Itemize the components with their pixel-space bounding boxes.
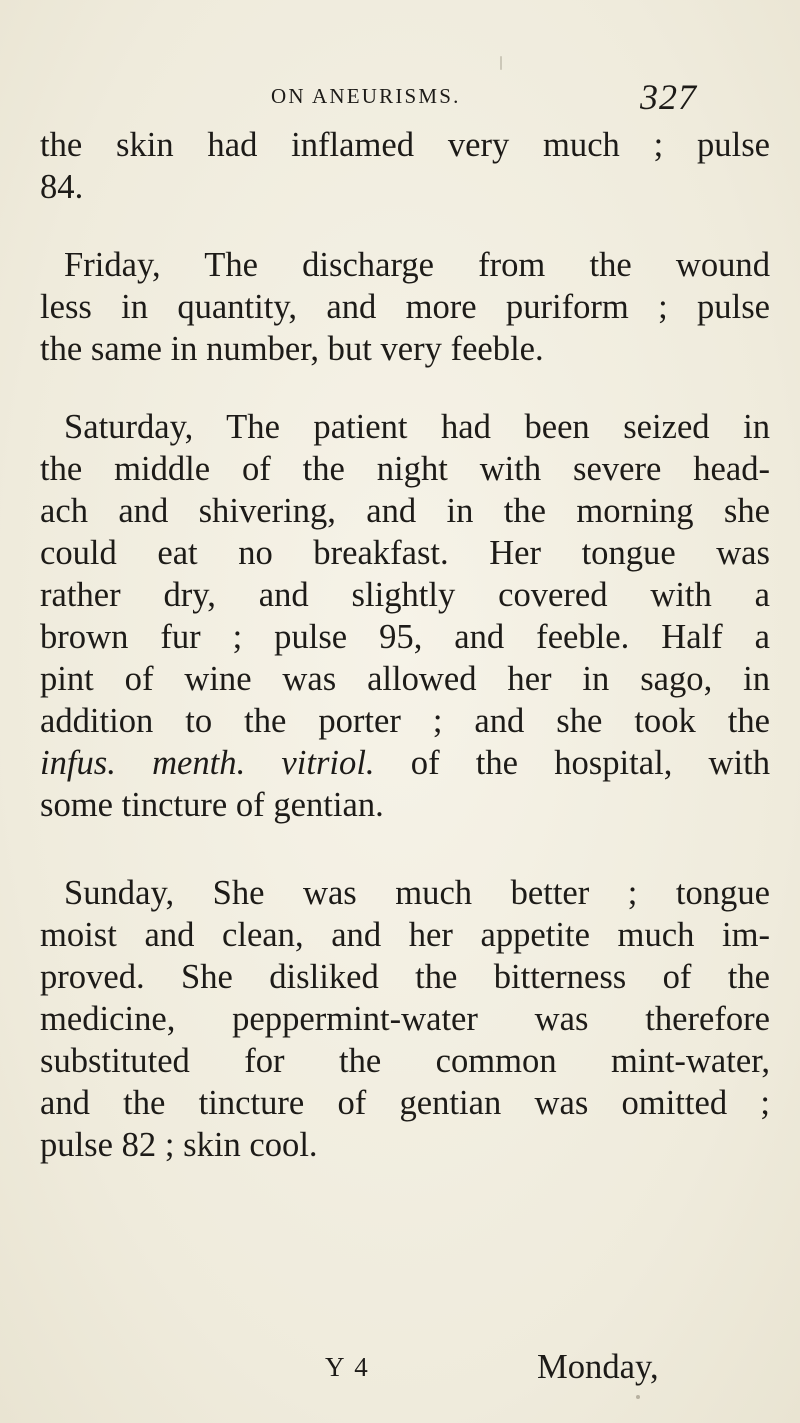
text-line: rather dry, and slightly covered with a — [40, 576, 770, 614]
text-line: the same in number, but very feeble. — [40, 330, 544, 368]
text-line: 84. — [40, 168, 84, 206]
paragraph-gap — [40, 208, 770, 244]
catchword: Monday, — [537, 1348, 659, 1386]
text-line: the skin had inflamed very much ; pulse — [40, 126, 770, 164]
page-footer — [0, 1348, 800, 1394]
paragraph-sunday — [40, 872, 770, 1166]
text-line: brown fur ; pulse 95, and feeble. Half a — [40, 618, 770, 656]
paragraph-gap — [40, 826, 770, 872]
text-line: less in quantity, and more puriform ; pulse — [40, 288, 770, 326]
paragraph-gap — [40, 370, 770, 406]
body-text — [40, 124, 770, 1166]
text-fragment: of the hospital, with — [410, 744, 770, 782]
running-head-title: ON ANEURISMS. — [271, 84, 461, 108]
paper-speck — [636, 1395, 640, 1399]
paper-crease — [500, 56, 502, 70]
paragraph-continuation — [40, 124, 770, 208]
latin-prescription: infus. menth. vitriol. — [40, 744, 375, 782]
text-line: addition to the porter ; and she took the — [40, 702, 770, 740]
running-head — [0, 77, 800, 117]
text-line: pint of wine was allowed her in sago, in — [40, 660, 770, 698]
text-line: ach and shivering, and in the morning she — [40, 492, 770, 530]
text-line: could eat no breakfast. Her tongue was — [40, 534, 770, 572]
text-line: Sunday, She was much better ; tongue — [64, 874, 770, 912]
text-line: pulse 82 ; skin cool. — [40, 1126, 318, 1164]
text-line: and the tincture of gentian was omitted ; — [40, 1084, 770, 1122]
text-line: Saturday, The patient had been seized in — [64, 408, 770, 446]
text-line: the middle of the night with severe head- — [40, 450, 770, 488]
paragraph-friday — [40, 244, 770, 370]
text-line: substituted for the common mint-water, — [40, 1042, 770, 1080]
page-number: 327 — [640, 77, 697, 117]
signature-mark: Y 4 — [325, 1352, 370, 1382]
text-line: proved. She disliked the bitterness of the — [40, 958, 770, 996]
text-line: Friday, The discharge from the wound — [64, 246, 770, 284]
text-line: medicine, peppermint-water was therefore — [40, 1000, 770, 1038]
paragraph-saturday — [40, 406, 770, 826]
text-line: moist and clean, and her appetite much im- — [40, 916, 770, 954]
text-line: some tincture of gentian. — [40, 786, 384, 824]
text-line-with-italic — [40, 742, 770, 784]
